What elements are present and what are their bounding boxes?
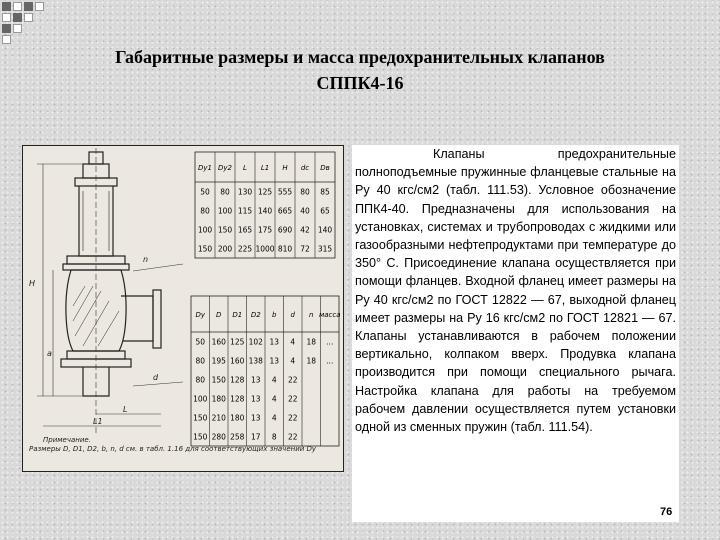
- dim-label-h: H: [29, 279, 36, 288]
- table2-cell: 128: [230, 394, 245, 404]
- description-panel: [352, 145, 679, 522]
- table2-header-cell: Dy: [195, 311, 206, 319]
- table2-header-cell: d: [290, 311, 295, 319]
- table2-cell: 4: [290, 356, 296, 366]
- table1-cell: 1000: [255, 244, 275, 254]
- table1-cell: 80: [200, 206, 210, 216]
- table2-cell: 18: [306, 337, 317, 347]
- table2-cell: 150: [193, 432, 208, 442]
- title-line-2: СППК4-16: [316, 73, 404, 93]
- table2-cell: 13: [269, 356, 280, 366]
- description-text: Клапаны предохранительные полноподъемные пружинные фланцевые стальные на Ру 40 кгс/см2 (табл. 111.53). Условное обозначение ППК4-40. Предназначены для использования на установках, системах и трубопроводах с жидкими или газообразными нефтепродуктами при температуре до 350° С. Присоединение клапана осуществляется при помощи фланцев. Входной фланец имеет размеры на Ру 40 кгс/см2 по ГОСТ 12822 — 67, выходной фланец имеет размеры на Ру 16 кгс/см2 по ГОСТ 12821 — 67. Клапаны устанавливаются в рабочем положении вертикально, колпаком вверх. Продувка клапана производится при помощи специального рычага. Настройка клапана для работы на требуемом рабочем давлении осуществляется путем установки одной из сменных пружин (табл. 111.54).: [355, 147, 676, 435]
- valve-outline: [61, 152, 161, 396]
- table2-cell: 128: [230, 375, 245, 385]
- table2-header-cell: D: [216, 311, 222, 319]
- note-title: Примечание.: [43, 436, 91, 444]
- table2-cell: 8: [271, 432, 277, 442]
- square-decoration: [2, 2, 11, 11]
- table2-cell: 80: [195, 356, 206, 366]
- table1-cell: 125: [257, 187, 273, 197]
- table2-cell: 195: [211, 356, 226, 366]
- table2-cell: 180: [230, 413, 245, 423]
- table1-cell: 315: [317, 244, 333, 254]
- square-decoration: [2, 35, 11, 44]
- square-decoration: [2, 24, 11, 33]
- table2-cell: 150: [193, 413, 208, 423]
- table2-cell: 125: [230, 337, 245, 347]
- table1-cell: 665: [277, 206, 293, 216]
- table2-cell: 4: [290, 337, 296, 347]
- table2-cell: 160: [230, 356, 245, 366]
- table1-header-cell: Dв: [320, 164, 330, 172]
- page-number: 76: [660, 506, 673, 518]
- table1-cell: 85: [320, 187, 330, 197]
- table2-cell: 13: [250, 413, 261, 423]
- table2-cell: 4: [271, 413, 277, 423]
- table2-header-cell: масса: [318, 311, 341, 319]
- table1-cell: 810: [277, 244, 293, 254]
- dim-label-l: L: [123, 405, 128, 414]
- table1-cell: 42: [300, 225, 310, 235]
- valve-drawing-svg: [23, 146, 343, 471]
- dim-label-n: n: [143, 255, 149, 264]
- table2-cell: ...: [326, 356, 334, 366]
- dimensions-table-1: [195, 152, 335, 258]
- dim-label-d: d: [153, 373, 159, 382]
- table1-cell: 140: [317, 225, 333, 235]
- table2-header-cell: n: [309, 311, 314, 319]
- table2-cell: 50: [195, 337, 206, 347]
- dimensions-table-2: [191, 296, 341, 446]
- table1-cell: 65: [320, 206, 330, 216]
- table1-cell: 165: [237, 225, 253, 235]
- table2-header-cell: D1: [232, 311, 243, 319]
- table1-cell: 225: [237, 244, 253, 254]
- table1-cell: 115: [237, 206, 253, 216]
- slide-title: [40, 44, 680, 96]
- table2-cell: 160: [211, 337, 226, 347]
- table2-cell: 13: [250, 375, 261, 385]
- table1-header-cell: H: [282, 164, 288, 172]
- table2-cell: 80: [195, 375, 206, 385]
- table2-cell: 17: [250, 432, 261, 442]
- table1-cell: 100: [197, 225, 213, 235]
- table1-cell: 150: [217, 225, 233, 235]
- square-decoration: [13, 13, 22, 22]
- table2-cell: 13: [269, 337, 280, 347]
- table2-cell: 210: [211, 413, 226, 423]
- drawing-note: [29, 436, 329, 454]
- table1-cell: 72: [300, 244, 310, 254]
- table1-cell: 50: [200, 187, 210, 197]
- table1-cell: 100: [217, 206, 233, 216]
- title-line-1: Габаритные размеры и масса предохранительных клапанов: [115, 47, 605, 67]
- square-decoration: [13, 2, 22, 11]
- table2-header-cell: D2: [250, 311, 261, 319]
- square-decoration: [13, 24, 22, 33]
- table1-header-cell: Dy2: [218, 164, 232, 172]
- square-decoration: [24, 2, 33, 11]
- square-decoration: [24, 13, 33, 22]
- dim-label-a: a: [47, 349, 52, 358]
- table2-cell: ...: [326, 337, 334, 347]
- valve-technical-drawing: [22, 145, 344, 472]
- table1-cell: 175: [257, 225, 273, 235]
- table2-cell: 22: [287, 375, 298, 385]
- table1-cell: 690: [277, 225, 293, 235]
- table2-cell: 4: [271, 375, 277, 385]
- table1-cell: 80: [300, 187, 310, 197]
- table2-header-cell: b: [272, 311, 277, 319]
- table2-cell: 258: [230, 432, 245, 442]
- note-text: Размеры D, D1, D2, b, n, d см. в табл. 1.16 для соответствующих значений Dy: [29, 445, 317, 453]
- table2-cell: 150: [211, 375, 226, 385]
- table1-cell: 555: [277, 187, 293, 197]
- table2-cell: 180: [211, 394, 226, 404]
- table1-cell: 150: [197, 244, 213, 254]
- table2-cell: 22: [287, 394, 298, 404]
- table1-cell: 130: [237, 187, 253, 197]
- table2-cell: 100: [193, 394, 208, 404]
- table2-cell: 4: [271, 394, 277, 404]
- table2-cell: 22: [287, 432, 298, 442]
- square-decoration: [2, 13, 11, 22]
- table1-header-cell: L1: [260, 164, 270, 172]
- table2-cell: 102: [248, 337, 263, 347]
- table2-cell: 138: [248, 356, 263, 366]
- table1-header-cell: L: [243, 164, 247, 172]
- square-decoration: [35, 2, 44, 11]
- table2-cell: 22: [287, 413, 298, 423]
- table1-cell: 140: [257, 206, 273, 216]
- table1-header-cell: Dy1: [198, 164, 212, 172]
- table2-cell: 13: [250, 394, 261, 404]
- table1-cell: 80: [220, 187, 230, 197]
- table1-cell: 200: [217, 244, 233, 254]
- table1-header-cell: dc: [300, 164, 310, 172]
- table2-cell: 280: [211, 432, 226, 442]
- dim-label-l1: L1: [93, 417, 103, 426]
- table2-cell: 18: [306, 356, 317, 366]
- table1-cell: 40: [300, 206, 310, 216]
